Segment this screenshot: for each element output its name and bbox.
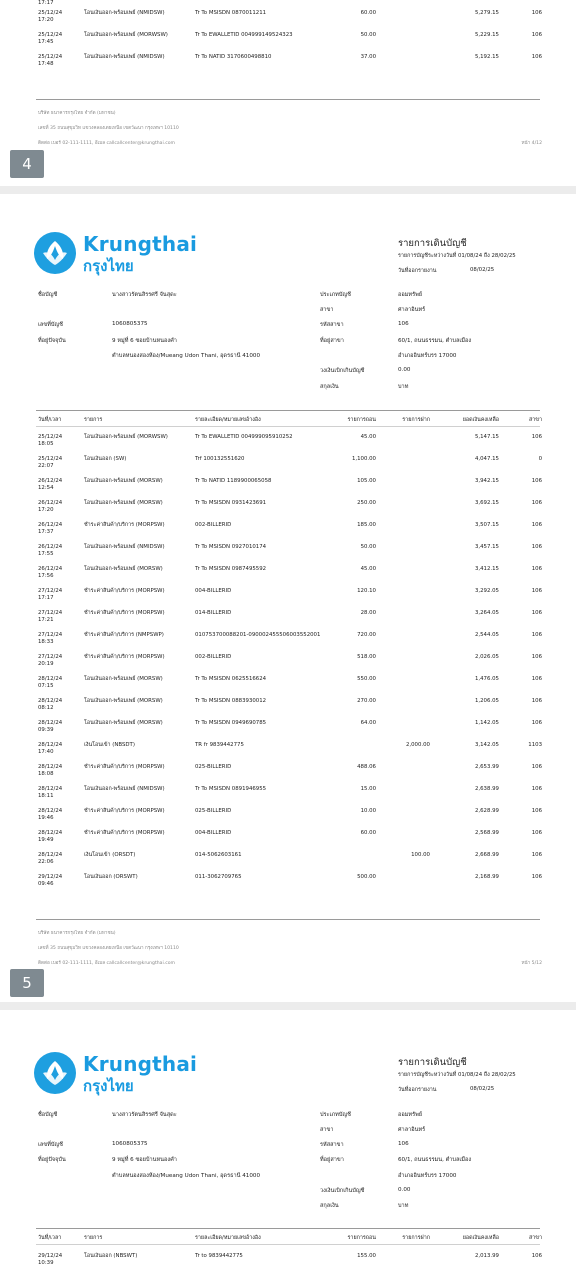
col-reference: รายละเอียด/หมายเลขอ้างอิง bbox=[195, 417, 261, 423]
row-withdrawal: 500.00 bbox=[357, 874, 376, 880]
row-date: 28/12/24 bbox=[38, 676, 63, 682]
row-balance: 2,013.99 bbox=[474, 1253, 499, 1259]
overdraft-label: วงเงินเบิกเกินบัญชี bbox=[320, 368, 365, 374]
row-balance: 3,457.15 bbox=[474, 544, 499, 550]
row-date: 26/12/24 bbox=[38, 478, 63, 484]
statement-page-6 bbox=[0, 1010, 576, 1280]
header-rule bbox=[36, 426, 540, 427]
address-line-2: ตำบลหนองสองห้อง/Mueang Udon Thani, อุดรธานี 41000 bbox=[112, 353, 261, 359]
row-branch: 106 bbox=[531, 830, 542, 836]
row-withdrawal: 720.00 bbox=[357, 632, 376, 638]
table-row bbox=[0, 742, 576, 764]
statement-page-4 bbox=[0, 0, 576, 186]
col-withdrawal: รายการถอน bbox=[347, 1235, 376, 1241]
row-withdrawal: 550.00 bbox=[357, 676, 376, 682]
account-number-label: เลขที่บัญชี bbox=[38, 1142, 63, 1148]
row-description: โอนเงินออก-พร้อมเพย์ (MORWSW) bbox=[84, 32, 168, 38]
account-name: นางสาวรัตนสิรรศรี จันสุดะ bbox=[112, 292, 177, 298]
col-deposit: รายการฝาก bbox=[402, 1235, 430, 1241]
row-date: 25/12/24 bbox=[38, 456, 63, 462]
issue-date-label: วันที่ออกรายงาน bbox=[398, 1087, 437, 1093]
statement-title: รายการเดินบัญชี bbox=[398, 238, 467, 249]
row-description: โอนเงินออก-พร้อมเพย์ (MORSW) bbox=[84, 500, 163, 506]
row-withdrawal: 185.00 bbox=[357, 522, 376, 528]
table-row bbox=[0, 786, 576, 808]
row-withdrawal: 50.00 bbox=[360, 544, 376, 550]
row-reference: 025-BILLERID bbox=[195, 808, 232, 814]
row-balance: 1,206.05 bbox=[474, 698, 499, 704]
branch-name: ศาลาอินทร์ bbox=[398, 307, 426, 313]
branch-address-1: 60/1, ถนนธรรมน, ตำบลเมือง bbox=[398, 1157, 472, 1163]
account-type: ออมทรัพย์ bbox=[398, 1112, 423, 1118]
branch-code-label: รหัสสาขา bbox=[320, 322, 344, 328]
account-type: ออมทรัพย์ bbox=[398, 292, 423, 298]
row-branch: 106 bbox=[531, 676, 542, 682]
row-date: 26/12/24 bbox=[38, 500, 63, 506]
table-row bbox=[0, 720, 576, 742]
row-description: ชำระค่าสินค้า/บริการ (MORPSW) bbox=[84, 588, 165, 594]
account-name: นางสาวรัตนสิรรศรี จันสุดะ bbox=[112, 1112, 177, 1118]
row-time: 17:55 bbox=[38, 551, 54, 557]
row-reference: Tr To MSISDN 0987495592 bbox=[195, 566, 267, 572]
col-date: วันที่/เวลา bbox=[38, 417, 62, 423]
issue-date: 08/02/25 bbox=[470, 267, 495, 273]
row-withdrawal: 45.00 bbox=[360, 566, 376, 572]
row-date: 28/12/24 bbox=[38, 830, 63, 836]
address-line-1: 9 หมู่ที่ 6 ซอยบ้านหนองคำ bbox=[112, 338, 177, 344]
row-time: 18:05 bbox=[38, 441, 54, 447]
overdraft-value: 0.00 bbox=[398, 367, 411, 373]
row-branch: 106 bbox=[531, 500, 542, 506]
footer-address: เลขที่ 35 ถนนสุขุมวิท แขวงคลองเตยเหนือ เขตวัฒนา กรุงเทพฯ 10110 bbox=[38, 946, 179, 951]
table-row bbox=[0, 456, 576, 478]
row-withdrawal: 60.00 bbox=[360, 10, 376, 16]
branch-label: สาขา bbox=[320, 307, 334, 313]
statement-period: รายการบัญชีระหว่างวันที่ 01/08/24 ถึง 28/02/25 bbox=[398, 253, 516, 259]
row-reference: 014-BILLERID bbox=[195, 610, 232, 616]
currency-value: บาท bbox=[398, 1203, 409, 1209]
row-balance: 5,192.15 bbox=[474, 54, 499, 60]
footer-contact: ติดต่อ เบอร์ 02-111-1111, อีเมล callcallcenter@krungthai.com bbox=[38, 961, 176, 966]
currency-label: สกุลเงิน bbox=[320, 384, 339, 390]
row-deposit: 100.00 bbox=[411, 852, 430, 858]
row-balance: 2,026.05 bbox=[474, 654, 499, 660]
statement-period: รายการบัญชีระหว่างวันที่ 01/08/24 ถึง 28/02/25 bbox=[398, 1072, 516, 1078]
table-row bbox=[0, 32, 576, 54]
row-description: โอนเงินออก-พร้อมเพย์ (MORSW) bbox=[84, 478, 163, 484]
row-reference: 002-BILLERID bbox=[195, 654, 232, 660]
row-time: 17:45 bbox=[38, 39, 54, 45]
table-row bbox=[0, 632, 576, 654]
row-reference: Tr To NATID 3170600498810 bbox=[195, 54, 272, 60]
account-number-label: เลขที่บัญชี bbox=[38, 322, 63, 328]
row-withdrawal: 50.00 bbox=[360, 32, 376, 38]
table-row bbox=[0, 500, 576, 522]
branch-code: 106 bbox=[398, 321, 409, 327]
table-row bbox=[0, 434, 576, 456]
row-reference: TR fr 9839442775 bbox=[195, 742, 244, 748]
branch-address-label: ที่อยู่สาขา bbox=[320, 338, 344, 344]
branch-code: 106 bbox=[398, 1141, 409, 1147]
row-reference: Tr To EWALLETID 004999095910252 bbox=[195, 434, 293, 440]
row-description: โอนเงินออก-พร้อมเพย์ (NMIDSW) bbox=[84, 786, 165, 792]
row-branch: 106 bbox=[531, 874, 542, 880]
top-time: 17:17 bbox=[38, 0, 54, 6]
row-balance: 5,279.15 bbox=[474, 10, 499, 16]
row-withdrawal: 60.00 bbox=[360, 830, 376, 836]
row-balance: 1,142.05 bbox=[474, 720, 499, 726]
row-balance: 2,568.99 bbox=[474, 830, 499, 836]
row-balance: 2,544.05 bbox=[474, 632, 499, 638]
row-description: โอนเงินออก-พร้อมเพย์ (MORSW) bbox=[84, 566, 163, 572]
row-description: ชำระค่าสินค้า/บริการ (MORPSW) bbox=[84, 610, 165, 616]
row-time: 17:40 bbox=[38, 749, 54, 755]
row-branch: 106 bbox=[531, 522, 542, 528]
row-balance: 5,147.15 bbox=[474, 434, 499, 440]
row-reference: 002-BILLERID bbox=[195, 522, 232, 528]
row-time: 18:08 bbox=[38, 771, 54, 777]
row-description: ชำระค่าสินค้า/บริการ (MORPSW) bbox=[84, 808, 165, 814]
address-line-2: ตำบลหนองสองห้อง/Mueang Udon Thani, อุดรธานี 41000 bbox=[112, 1173, 261, 1179]
branch-code-label: รหัสสาขา bbox=[320, 1142, 344, 1148]
overdraft-value: 0.00 bbox=[398, 1187, 411, 1193]
row-time: 09:46 bbox=[38, 881, 54, 887]
row-branch: 106 bbox=[531, 610, 542, 616]
header-rule bbox=[36, 1244, 540, 1245]
row-withdrawal: 518.00 bbox=[357, 654, 376, 660]
row-withdrawal: 45.00 bbox=[360, 434, 376, 440]
row-branch: 106 bbox=[531, 808, 542, 814]
row-description: โอนเงินออก (NBSWT) bbox=[84, 1253, 138, 1259]
footer-company: บริษัท ธนาคารกรุงไทย จำกัด (มหาชน) bbox=[38, 111, 116, 116]
row-description: โอนเงินออก-พร้อมเพย์ (MORWSW) bbox=[84, 434, 168, 440]
issue-date: 08/02/25 bbox=[470, 1086, 495, 1092]
table-top-rule bbox=[36, 1228, 540, 1229]
row-reference: 004-BILLERID bbox=[195, 830, 232, 836]
row-branch: 106 bbox=[531, 54, 542, 60]
row-description: โอนเงินออก-พร้อมเพย์ (NMIDSW) bbox=[84, 10, 165, 16]
table-row bbox=[0, 1253, 576, 1275]
row-date: 28/12/24 bbox=[38, 808, 63, 814]
table-row bbox=[0, 698, 576, 720]
row-balance: 3,292.05 bbox=[474, 588, 499, 594]
row-balance: 2,668.99 bbox=[474, 852, 499, 858]
logo-thai-wordmark: กรุงไทย bbox=[83, 1077, 134, 1095]
row-date: 28/12/24 bbox=[38, 852, 63, 858]
row-withdrawal: 270.00 bbox=[357, 698, 376, 704]
table-top-rule bbox=[36, 410, 540, 411]
footer-rule bbox=[36, 99, 540, 100]
row-description: ชำระค่าสินค้า/บริการ (MORPSW) bbox=[84, 654, 165, 660]
page-badge: 5 bbox=[10, 969, 44, 997]
row-reference: Tr To MSISDN 0625516624 bbox=[195, 676, 267, 682]
row-description: โอนเงินออก (ORSWT) bbox=[84, 874, 138, 880]
row-date: 28/12/24 bbox=[38, 764, 63, 770]
row-withdrawal: 155.00 bbox=[357, 1253, 376, 1259]
table-row bbox=[0, 808, 576, 830]
row-time: 17:20 bbox=[38, 17, 54, 23]
col-description: รายการ bbox=[84, 1235, 103, 1241]
row-branch: 106 bbox=[531, 764, 542, 770]
row-balance: 3,942.15 bbox=[474, 478, 499, 484]
row-time: 10:39 bbox=[38, 1260, 54, 1266]
row-branch: 0 bbox=[538, 456, 542, 462]
table-row bbox=[0, 54, 576, 76]
branch-address-2: อำเภออินทร์บรร 17000 bbox=[398, 1173, 457, 1179]
table-row bbox=[0, 654, 576, 676]
row-time: 18:11 bbox=[38, 793, 54, 799]
row-deposit: 2,000.00 bbox=[405, 742, 430, 748]
row-time: 18:33 bbox=[38, 639, 54, 645]
branch-label: สาขา bbox=[320, 1127, 334, 1133]
row-date: 26/12/24 bbox=[38, 522, 63, 528]
row-time: 12:54 bbox=[38, 485, 54, 491]
row-date: 27/12/24 bbox=[38, 610, 63, 616]
row-reference: Tr To MSISDN 0891946955 bbox=[195, 786, 267, 792]
account-number: 1060805375 bbox=[112, 321, 148, 327]
row-date: 25/12/24 bbox=[38, 434, 63, 440]
row-branch: 106 bbox=[531, 32, 542, 38]
row-date: 25/12/24 bbox=[38, 54, 63, 60]
row-description: ชำระค่าสินค้า/บริการ (MORPSW) bbox=[84, 830, 165, 836]
col-balance: ยอดเงินคงเหลือ bbox=[462, 417, 499, 423]
account-number: 1060805375 bbox=[112, 1141, 148, 1147]
address-label: ที่อยู่ปัจจุบัน bbox=[38, 338, 66, 344]
row-description: ชำระค่าสินค้า/บริการ (MORPSW) bbox=[84, 764, 165, 770]
row-withdrawal: 250.00 bbox=[357, 500, 376, 506]
table-row bbox=[0, 478, 576, 500]
row-description: โอนเงินออก-พร้อมเพย์ (MORSW) bbox=[84, 720, 163, 726]
currency-value: บาท bbox=[398, 384, 409, 390]
row-balance: 2,638.99 bbox=[474, 786, 499, 792]
col-description: รายการ bbox=[84, 417, 103, 423]
account-type-label: ประเภทบัญชี bbox=[320, 1112, 351, 1118]
row-description: ชำระค่าสินค้า/บริการ (NMPSWP) bbox=[84, 632, 164, 638]
row-date: 29/12/24 bbox=[38, 874, 63, 880]
statement-title: รายการเดินบัญชี bbox=[398, 1057, 467, 1068]
row-branch: 106 bbox=[531, 434, 542, 440]
logo-wordmark: Krungthai bbox=[83, 1052, 198, 1076]
col-withdrawal: รายการถอน bbox=[347, 417, 376, 423]
row-time: 22:06 bbox=[38, 859, 54, 865]
footer-rule bbox=[36, 919, 540, 920]
logo-wordmark: Krungthai bbox=[83, 232, 198, 256]
row-date: 26/12/24 bbox=[38, 544, 63, 550]
row-date: 29/12/24 bbox=[38, 1253, 63, 1259]
row-reference: Tr To NATID 1189900065058 bbox=[195, 478, 272, 484]
row-branch: 106 bbox=[531, 544, 542, 550]
address-line-1: 9 หมู่ที่ 6 ซอยบ้านหนองคำ bbox=[112, 1157, 177, 1163]
row-description: โอนเงินออก-พร้อมเพย์ (MORSW) bbox=[84, 698, 163, 704]
row-date: 27/12/24 bbox=[38, 632, 63, 638]
row-balance: 3,692.15 bbox=[474, 500, 499, 506]
row-branch: 106 bbox=[531, 1253, 542, 1259]
row-date: 28/12/24 bbox=[38, 698, 63, 704]
row-date: 28/12/24 bbox=[38, 786, 63, 792]
row-balance: 4,047.15 bbox=[474, 456, 499, 462]
row-withdrawal: 15.00 bbox=[360, 786, 376, 792]
row-branch: 106 bbox=[531, 10, 542, 16]
row-description: เงินโอนเข้า (NBSDT) bbox=[84, 742, 135, 748]
row-reference: Tr To MSISDN 0870011211 bbox=[195, 10, 267, 16]
row-branch: 1103 bbox=[528, 742, 542, 748]
row-withdrawal: 120.10 bbox=[357, 588, 376, 594]
col-branch: สาขา bbox=[528, 1235, 542, 1241]
table-row bbox=[0, 874, 576, 896]
account-name-label: ชื่อบัญชี bbox=[38, 292, 58, 298]
row-date: 27/12/24 bbox=[38, 654, 63, 660]
logo-thai-wordmark: กรุงไทย bbox=[83, 257, 134, 275]
account-type-label: ประเภทบัญชี bbox=[320, 292, 351, 298]
row-withdrawal: 488.06 bbox=[357, 764, 376, 770]
row-withdrawal: 28.00 bbox=[360, 610, 376, 616]
branch-address-label: ที่อยู่สาขา bbox=[320, 1157, 344, 1163]
row-withdrawal: 10.00 bbox=[360, 808, 376, 814]
address-label: ที่อยู่ปัจจุบัน bbox=[38, 1157, 66, 1163]
table-row bbox=[0, 830, 576, 852]
row-description: ชำระค่าสินค้า/บริการ (MORPSW) bbox=[84, 522, 165, 528]
row-time: 19:49 bbox=[38, 837, 54, 843]
row-balance: 3,507.15 bbox=[474, 522, 499, 528]
row-balance: 5,229.15 bbox=[474, 32, 499, 38]
table-row bbox=[0, 676, 576, 698]
krungthai-logo-icon bbox=[34, 232, 76, 274]
table-row bbox=[0, 544, 576, 566]
row-description: โอนเงินออก (SW) bbox=[84, 456, 127, 462]
row-description: เงินโอนเข้า (ORSDT) bbox=[84, 852, 136, 858]
col-date: วันที่/เวลา bbox=[38, 1235, 62, 1241]
row-reference: Tr To MSISDN 0883930012 bbox=[195, 698, 267, 704]
row-time: 19:46 bbox=[38, 815, 54, 821]
row-withdrawal: 105.00 bbox=[357, 478, 376, 484]
row-time: 17:37 bbox=[38, 529, 54, 535]
row-balance: 1,476.05 bbox=[474, 676, 499, 682]
row-date: 28/12/24 bbox=[38, 720, 63, 726]
row-reference: 025-BILLERID bbox=[195, 764, 232, 770]
row-description: โอนเงินออก-พร้อมเพย์ (NMIDSW) bbox=[84, 54, 165, 60]
row-branch: 106 bbox=[531, 588, 542, 594]
row-balance: 2,653.99 bbox=[474, 764, 499, 770]
row-balance: 2,168.99 bbox=[474, 874, 499, 880]
footer-contact: ติดต่อ เบอร์ 02-111-1111, อีเมล callcallcenter@krungthai.com bbox=[38, 141, 176, 146]
table-row bbox=[0, 566, 576, 588]
row-time: 17:20 bbox=[38, 507, 54, 513]
col-balance: ยอดเงินคงเหลือ bbox=[462, 1235, 499, 1241]
row-time: 17:17 bbox=[38, 595, 54, 601]
row-date: 25/12/24 bbox=[38, 10, 63, 16]
krungthai-logo-icon bbox=[34, 1052, 76, 1094]
row-balance: 2,628.99 bbox=[474, 808, 499, 814]
row-branch: 106 bbox=[531, 786, 542, 792]
footer-address: เลขที่ 35 ถนนสุขุมวิท แขวงคลองเตยเหนือ เขตวัฒนา กรุงเทพฯ 10110 bbox=[38, 126, 179, 131]
row-reference: Tr To MSISDN 0949690785 bbox=[195, 720, 267, 726]
row-reference: Trf 100132551620 bbox=[195, 456, 245, 462]
row-date: 26/12/24 bbox=[38, 566, 63, 572]
branch-address-2: อำเภออินทร์บรร 17000 bbox=[398, 353, 457, 359]
row-branch: 106 bbox=[531, 632, 542, 638]
row-time: 17:21 bbox=[38, 617, 54, 623]
row-branch: 106 bbox=[531, 478, 542, 484]
table-row bbox=[0, 852, 576, 874]
row-time: 07:15 bbox=[38, 683, 54, 689]
row-date: 25/12/24 bbox=[38, 32, 63, 38]
col-branch: สาขา bbox=[528, 417, 542, 423]
table-row bbox=[0, 764, 576, 786]
row-branch: 106 bbox=[531, 720, 542, 726]
page-number: หน้า 4/12 bbox=[521, 141, 542, 146]
row-reference: 011-3062709765 bbox=[195, 874, 242, 880]
row-reference: Tr To MSISDN 0927010174 bbox=[195, 544, 267, 550]
row-branch: 106 bbox=[531, 852, 542, 858]
table-row bbox=[0, 588, 576, 610]
row-description: โอนเงินออก-พร้อมเพย์ (MORSW) bbox=[84, 676, 163, 682]
row-balance: 3,264.05 bbox=[474, 610, 499, 616]
page-badge: 4 bbox=[10, 150, 44, 178]
row-branch: 106 bbox=[531, 566, 542, 572]
row-reference: Tr To MSISDN 0931423691 bbox=[195, 500, 267, 506]
col-deposit: รายการฝาก bbox=[402, 417, 430, 423]
row-time: 22:07 bbox=[38, 463, 54, 469]
table-row bbox=[0, 522, 576, 544]
table-row bbox=[0, 10, 576, 32]
statement-page-5 bbox=[0, 194, 576, 1002]
row-reference: 010753700088201-090002455506003552001 bbox=[195, 632, 321, 638]
row-reference: 014-5062603161 bbox=[195, 852, 242, 858]
row-withdrawal: 1,100.00 bbox=[351, 456, 376, 462]
branch-address-1: 60/1, ถนนธรรมน, ตำบลเมือง bbox=[398, 338, 472, 344]
currency-label: สกุลเงิน bbox=[320, 1203, 339, 1209]
row-time: 09:39 bbox=[38, 727, 54, 733]
row-time: 08:12 bbox=[38, 705, 54, 711]
row-reference: 004-BILLERID bbox=[195, 588, 232, 594]
row-reference: Tr To EWALLETID 004999149524323 bbox=[195, 32, 293, 38]
overdraft-label: วงเงินเบิกเกินบัญชี bbox=[320, 1188, 365, 1194]
row-branch: 106 bbox=[531, 654, 542, 660]
row-reference: Tr to 9839442775 bbox=[195, 1253, 243, 1259]
row-time: 17:48 bbox=[38, 61, 54, 67]
row-date: 27/12/24 bbox=[38, 588, 63, 594]
row-date: 28/12/24 bbox=[38, 742, 63, 748]
row-balance: 3,412.15 bbox=[474, 566, 499, 572]
col-reference: รายละเอียด/หมายเลขอ้างอิง bbox=[195, 1235, 261, 1241]
issue-date-label: วันที่ออกรายงาน bbox=[398, 268, 437, 274]
page-number: หน้า 5/12 bbox=[521, 961, 542, 966]
branch-name: ศาลาอินทร์ bbox=[398, 1127, 426, 1133]
row-withdrawal: 37.00 bbox=[360, 54, 376, 60]
row-time: 20:19 bbox=[38, 661, 54, 667]
row-withdrawal: 64.00 bbox=[360, 720, 376, 726]
row-description: โอนเงินออก-พร้อมเพย์ (NMIDSW) bbox=[84, 544, 165, 550]
row-branch: 106 bbox=[531, 698, 542, 704]
footer-company: บริษัท ธนาคารกรุงไทย จำกัด (มหาชน) bbox=[38, 931, 116, 936]
row-balance: 3,142.05 bbox=[474, 742, 499, 748]
account-name-label: ชื่อบัญชี bbox=[38, 1112, 58, 1118]
row-time: 17:56 bbox=[38, 573, 54, 579]
table-row bbox=[0, 610, 576, 632]
